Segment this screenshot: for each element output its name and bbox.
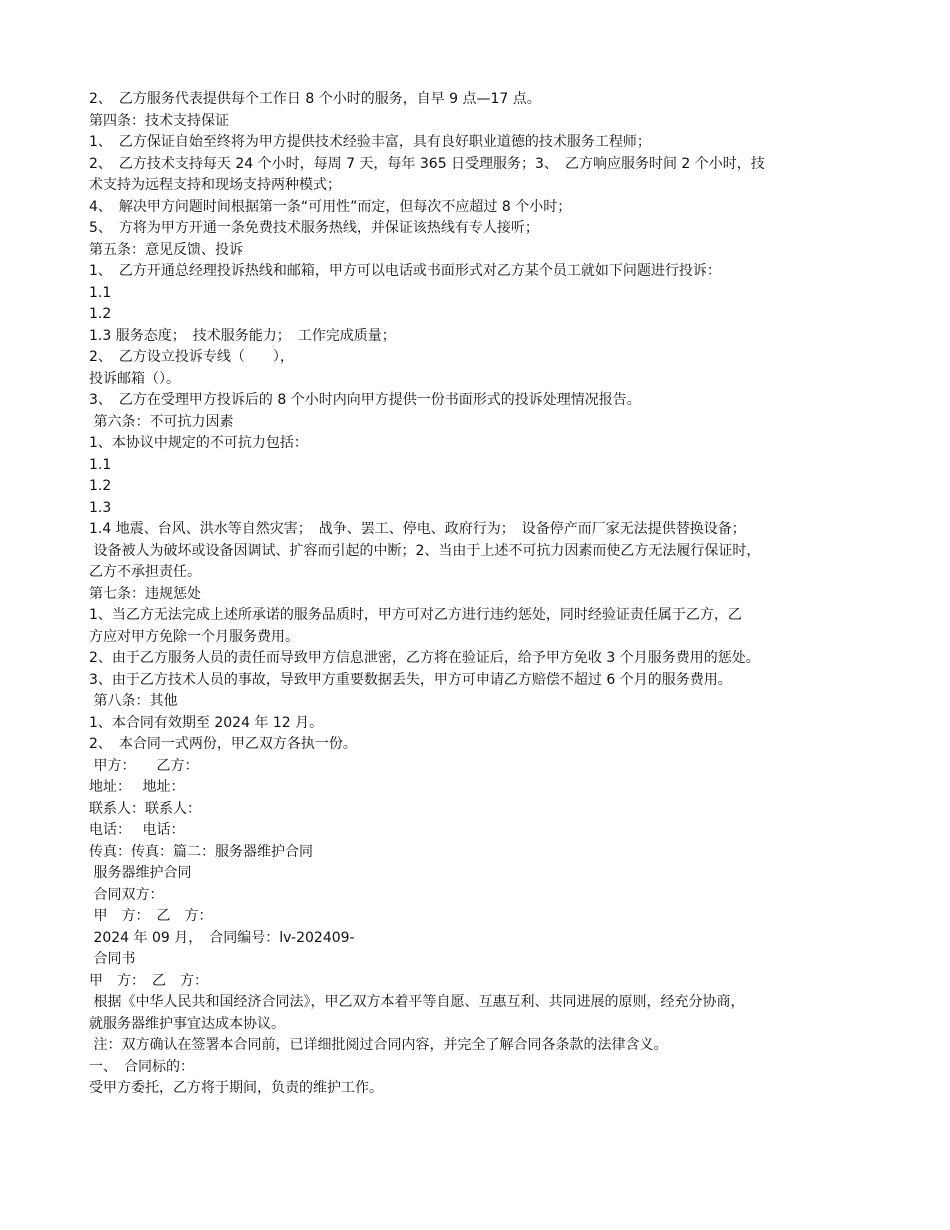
text-line: 2、由于乙方服务人员的责任而导致甲方信息泄密，乙方将在验证后，给予甲方免收 3 个月服务费用的惩处。 xyxy=(89,650,760,666)
text-line: 合同书 xyxy=(89,951,136,967)
text-line: 乙方不承担责任。 xyxy=(89,564,201,580)
section-heading: 第五条：意见反馈、投诉 xyxy=(89,241,243,258)
text-line: 2、 乙方服务代表提供每个工作日 8 个小时的服务，自早 9 点—17 点。 xyxy=(89,91,541,107)
text-line: 1.1 xyxy=(89,284,112,301)
section-heading: 第四条：技术支持保证 xyxy=(89,112,229,129)
text-line: 2、 本合同一式两份，甲乙双方各执一份。 xyxy=(89,736,357,752)
signature-line: 甲方： 乙方： xyxy=(89,757,199,774)
text-line: 2、 乙方技术支持每天 24 个小时，每周 7 天，每年 365 日受理服务；3、 乙方响应服务时间 2 个小时，技 xyxy=(89,155,765,172)
text-line: 设备被人为破坏或设备因调试、扩容而引起的中断；2、当由于上述不可抗力因素而使乙方无法履行保证时， xyxy=(89,542,761,559)
text-line: 1、 乙方开通总经理投诉热线和邮箱，甲方可以电话或书面形式对乙方某个员工就如下问题进行投诉： xyxy=(89,263,721,279)
text-line: 方应对甲方免除一个月服务费用。 xyxy=(89,628,299,645)
text-line: 1.3 服务态度； 技术服务能力； 工作完成质量； xyxy=(89,327,396,344)
contract-title: 服务器维护合同 xyxy=(89,865,192,881)
text-line: 就服务器维护事宜达成本协议。 xyxy=(89,1015,285,1032)
section-heading: 第七条：违规惩处 xyxy=(89,585,201,602)
section-heading: 第六条：不可抗力因素 xyxy=(89,413,234,430)
text-line: 甲 方： 乙 方： xyxy=(89,972,208,989)
signature-line: 电话： 电话： xyxy=(89,822,185,838)
text-line: 1.2 xyxy=(89,478,112,494)
text-line: 根据《中华人民共和国经济合同法》，甲乙双方本着平等自愿、互惠互利、共同进展的原则，经充分协商， xyxy=(89,994,745,1010)
document-page xyxy=(89,89,879,1100)
text-line: 投诉邮箱（）。 xyxy=(89,370,180,387)
text-line: 注：双方确认在签署本合同前，已详细批阅过合同内容，并完全了解合同各条款的法律含义。 xyxy=(89,1037,668,1053)
section-heading: 第八条：其他 xyxy=(89,693,178,709)
text-line: 5、 方将为甲方开通一条免费技术服务热线，并保证该热线有专人接听； xyxy=(89,220,539,236)
text-line: 1、 乙方保证自始至终将为甲方提供技术经验丰富，具有良好职业道德的技术服务工程师； xyxy=(89,134,651,150)
text-line: 1.3 xyxy=(89,499,112,516)
signature-line: 传真：传真：篇二：服务器维护合同 xyxy=(89,843,313,860)
text-line: 2、 乙方设立投诉专线（ ）， xyxy=(89,349,294,365)
text-line: 3、 乙方在受理甲方投诉后的 8 个小时内向甲方提供一份书面形式的投诉处理情况报告。 xyxy=(89,392,641,408)
contract-number-line: 2024 年 09 月， 合同编号：lv-202409- xyxy=(89,929,355,946)
text-line: 4、 解决甲方问题时间根据第一条“可用性”而定，但每次不应超过 8 个小时； xyxy=(89,198,572,215)
text-line: 1、本合同有效期至 2024 年 12 月。 xyxy=(89,714,324,731)
section-heading: 一、 合同标的： xyxy=(89,1058,194,1075)
text-line: 合同双方： xyxy=(89,886,164,903)
text-line: 1、本协议中规定的不可抗力包括： xyxy=(89,435,308,451)
text-line: 3、由于乙方技术人员的事故，导致甲方重要数据丢失，甲方可申请乙方赔偿不超过 6 个月的服务费用。 xyxy=(89,671,732,688)
text-line: 1.2 xyxy=(89,306,112,322)
signature-line: 联系人：联系人： xyxy=(89,800,201,817)
text-line: 1.4 地震、台风、洪水等自然灾害； 战争、罢工、停电、政府行为； 设备停产而厂家无法提供替换设备； xyxy=(89,521,746,537)
text-line: 1.1 xyxy=(89,456,112,473)
signature-line: 地址： 地址： xyxy=(89,779,185,795)
text-line: 1、当乙方无法完成上述所承诺的服务品质时，甲方可对乙方进行违约惩处，同时经验证责任属于乙方，乙 xyxy=(89,607,742,623)
text-line: 受甲方委托，乙方将于期间，负责的维护工作。 xyxy=(89,1080,383,1096)
text-line: 术支持为远程支持和现场支持两种模式； xyxy=(89,177,341,193)
text-line: 甲 方： 乙 方： xyxy=(89,908,213,924)
